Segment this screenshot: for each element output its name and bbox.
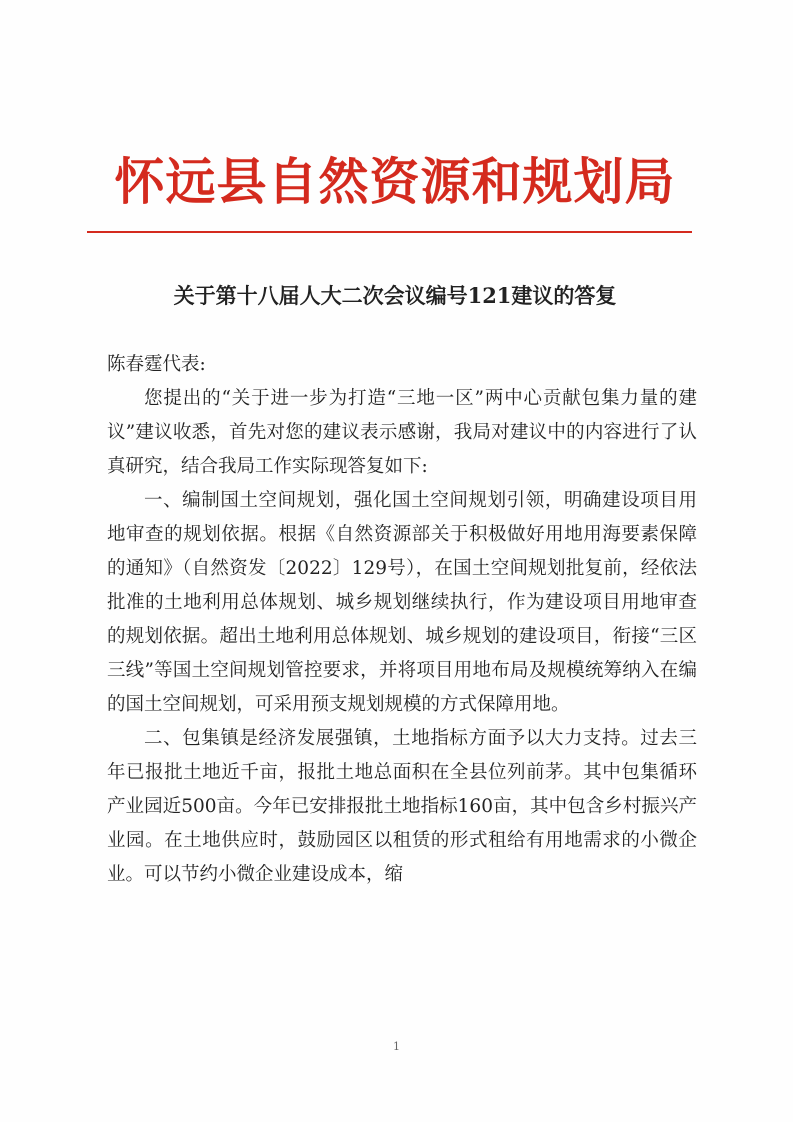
document-body	[107, 348, 697, 892]
body-paragraph-planning: 一、编制国土空间规划，强化国土空间规划引领，明确建设项目用地审查的规划依据。根据《自然资源部关于积极做好用地用海要素保障的通知》（自然资发〔2022〕129号），在国土空间规划批复前，经依法批准的土地利用总体规划、城乡规划继续执行，作为建设项目用地审查的规划依据。超出土地利用总体规划、城乡规划的建设项目，衔接“三区三线”等国土空间规划管控要求，并将项目用地布局及规模统筹纳入在编的国土空间规划，可采用预支规划规模的方式保障用地。	[107, 490, 697, 715]
body-paragraph-land-support: 二、包集镇是经济发展强镇，土地指标方面予以大力支持。过去三年已报批土地近千亩，报批土地总面积在全县位列前茅。其中包集循环产业园近500亩。今年已安排报批土地指标160亩，其中包含乡村振兴产业园。在土地供应时，鼓励园区以租赁的形式租给有用地需求的小微企业。可以节约小微企业建设成本，缩	[107, 728, 697, 885]
document-title: 关于第十八届人大二次会议编号121建议的答复	[173, 283, 617, 308]
page-number: 1	[393, 1040, 400, 1053]
body-paragraph-intro: 您提出的“关于进一步为打造“三地一区”两中心贡献包集力量的建议”建议收悉，首先对您的建议表示感谢，我局对建议中的内容进行了认真研究，结合我局工作实际现答复如下:	[107, 388, 697, 477]
salutation: 陈春霆代表:	[107, 354, 206, 375]
header-divider-rule	[87, 231, 692, 233]
organization-header: 怀远县自然资源和规划局	[114, 152, 676, 211]
